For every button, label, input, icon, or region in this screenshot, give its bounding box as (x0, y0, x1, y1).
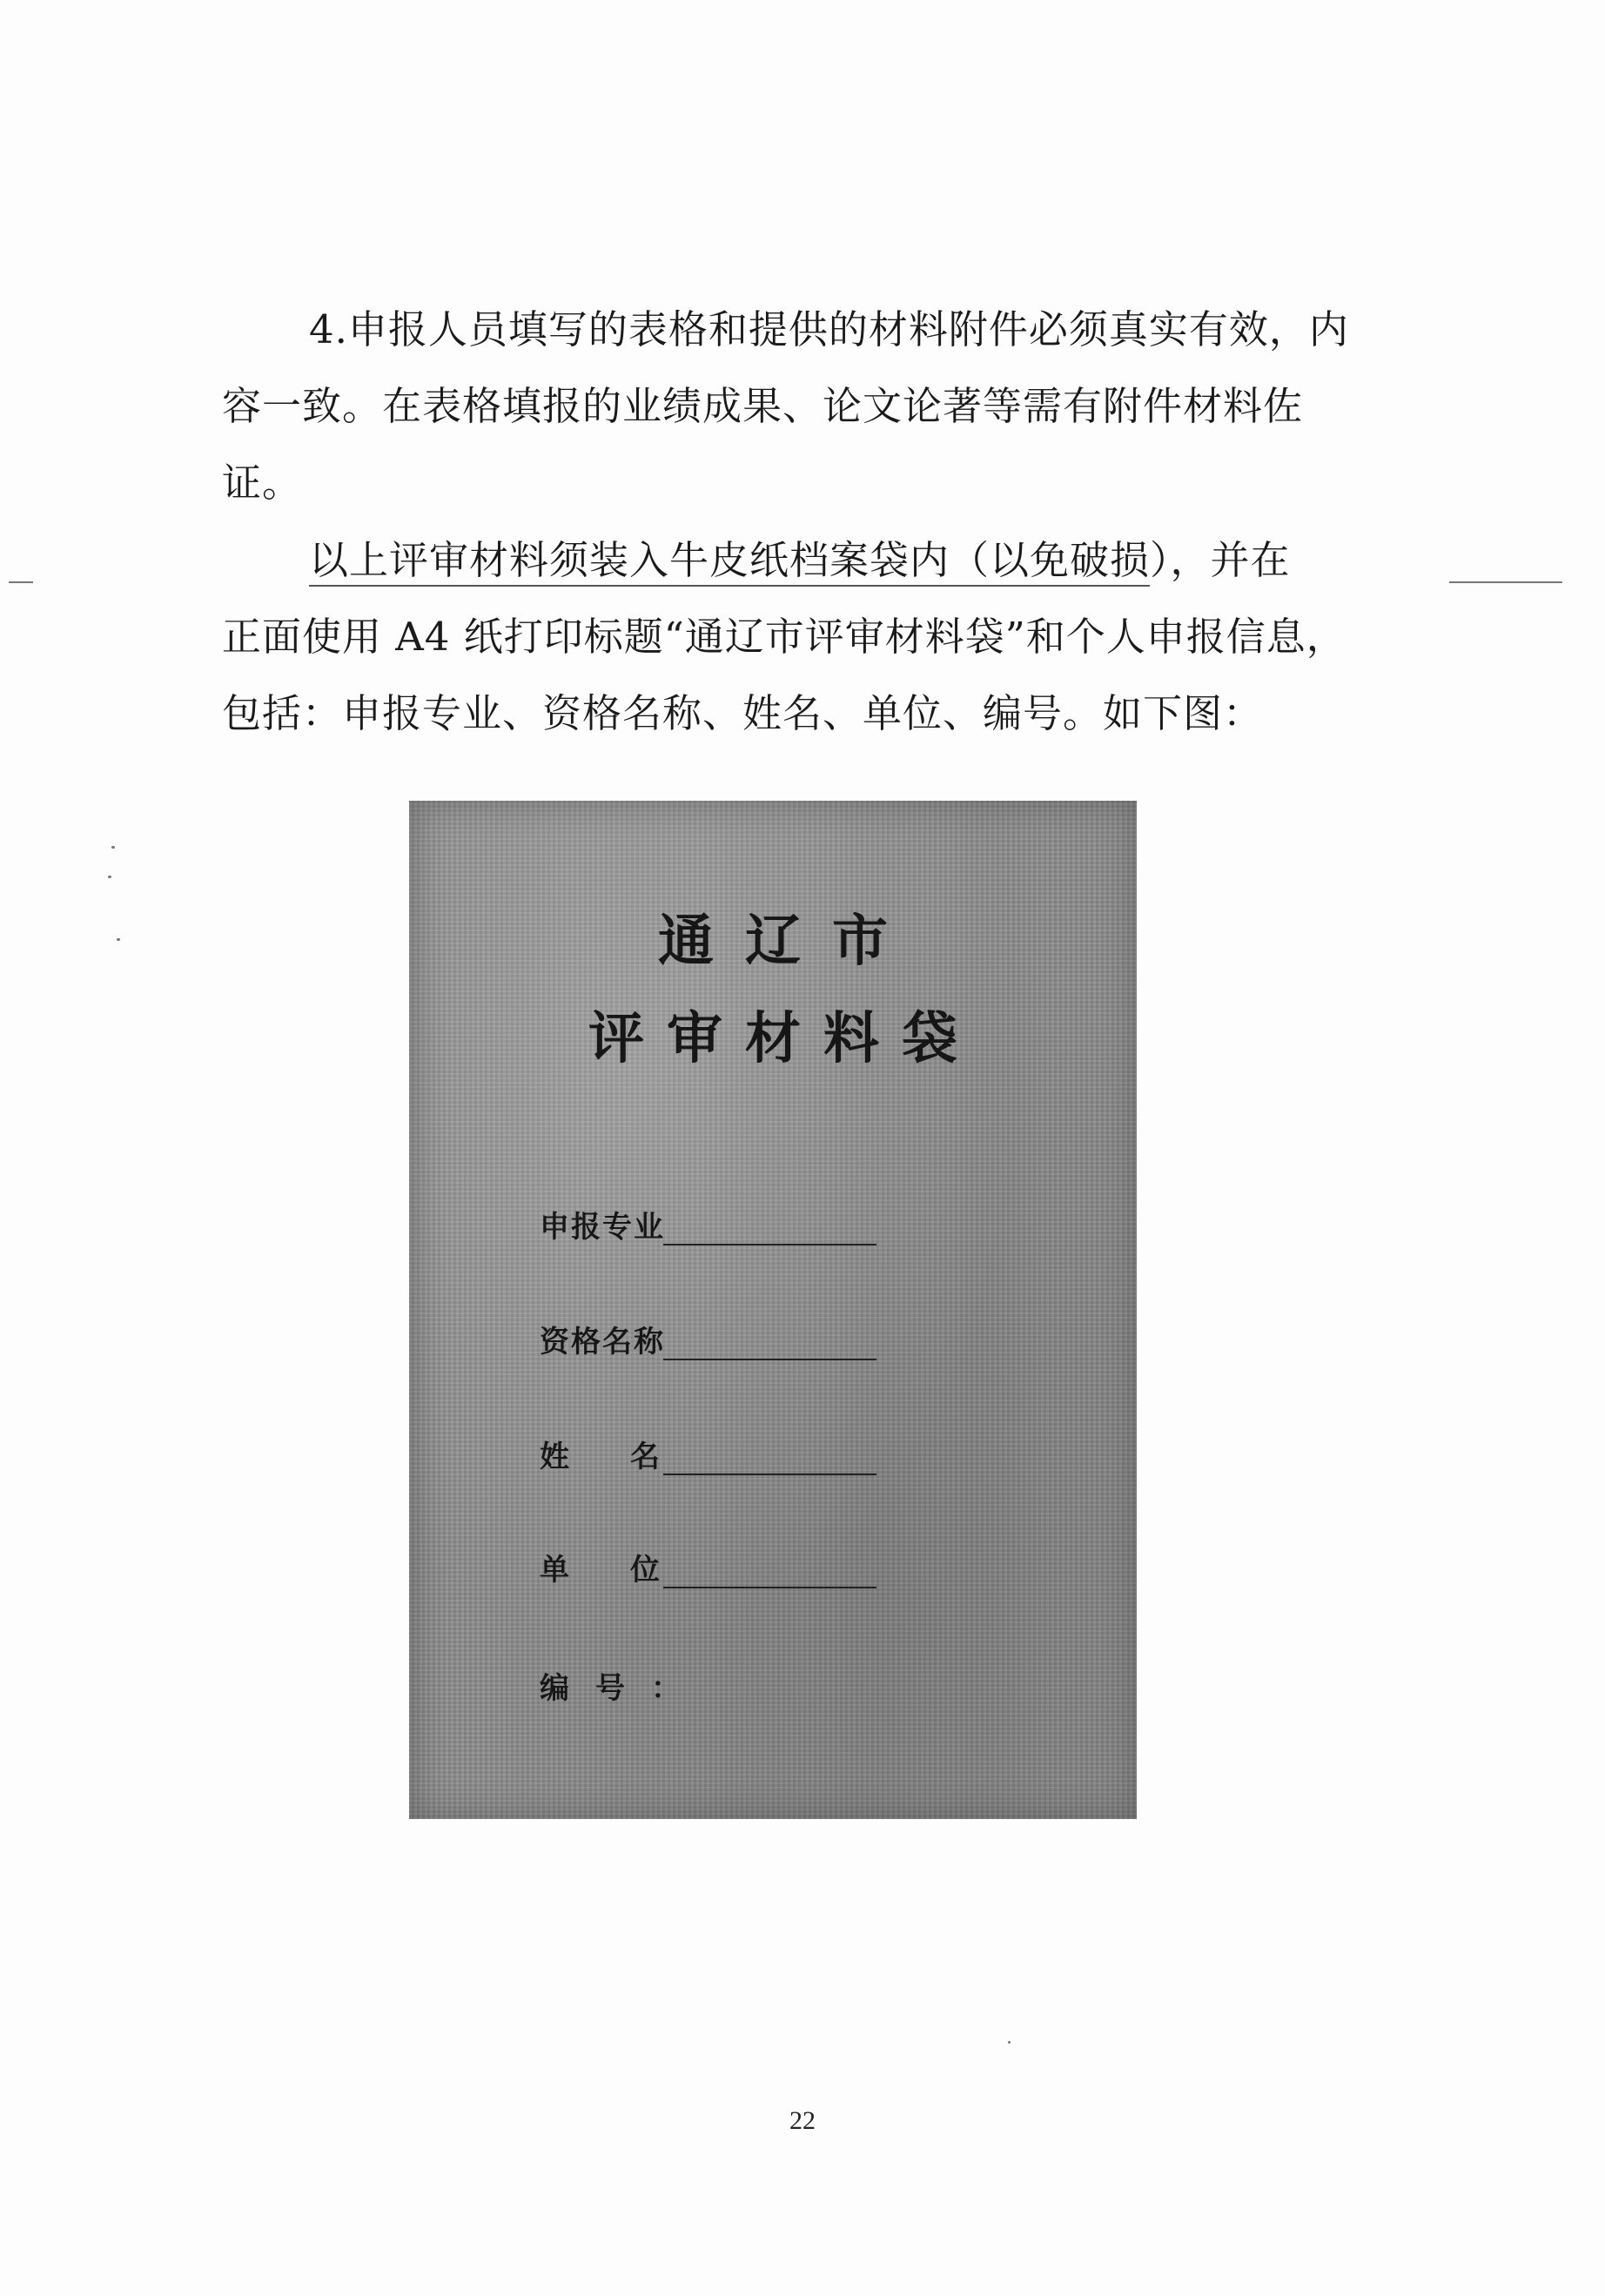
margin-mark-left (9, 581, 33, 583)
field-label: 编号： (540, 1671, 707, 1706)
field-blank-line (663, 1559, 876, 1588)
paragraph-line (222, 522, 1414, 599)
cover-field-unit (540, 1546, 876, 1588)
margin-mark-right (1449, 581, 1562, 583)
cover-field-number (540, 1664, 707, 1707)
cover-field-qualification (540, 1318, 876, 1360)
paragraph-line: 正面使用 A4 纸打印标题“通辽市评审材料袋”和个人申报信息， (222, 614, 1346, 660)
field-label: 资格名称 (540, 1325, 665, 1359)
page-number: 22 (789, 2106, 816, 2135)
field-blank-line (663, 1216, 876, 1245)
paragraph-line: 证。 (222, 460, 303, 506)
paragraph-packaging-instructions (222, 522, 1414, 752)
cover-field-specialty (540, 1203, 876, 1245)
underlined-text: 以上评审材料须装入牛皮纸档案袋内（以免破损 (309, 537, 1150, 587)
paragraph-text: ），并在 (1150, 537, 1291, 583)
paragraph-line: 容一致。在表格填报的业绩成果、论文论著等需有附件材料佐 (222, 383, 1304, 429)
cover-field-name (540, 1433, 876, 1475)
field-label: 姓名 (540, 1440, 661, 1474)
paragraph-requirement-4 (222, 292, 1414, 521)
field-blank-line (663, 1331, 876, 1360)
envelope-cover-sample (409, 801, 1137, 1819)
field-blank-line (663, 1446, 876, 1475)
cover-title-bag: 评审材料袋 (588, 1007, 980, 1071)
paragraph-line: 4.申报人员填写的表格和提供的材料附件必须真实有效，内 (309, 306, 1349, 352)
field-label: 单位 (540, 1553, 661, 1588)
field-label: 申报专业 (540, 1210, 665, 1245)
cover-title-city: 通辽市 (658, 910, 919, 974)
paragraph-line: 包括：申报专业、资格名称、姓名、单位、编号。如下图： (222, 690, 1264, 736)
